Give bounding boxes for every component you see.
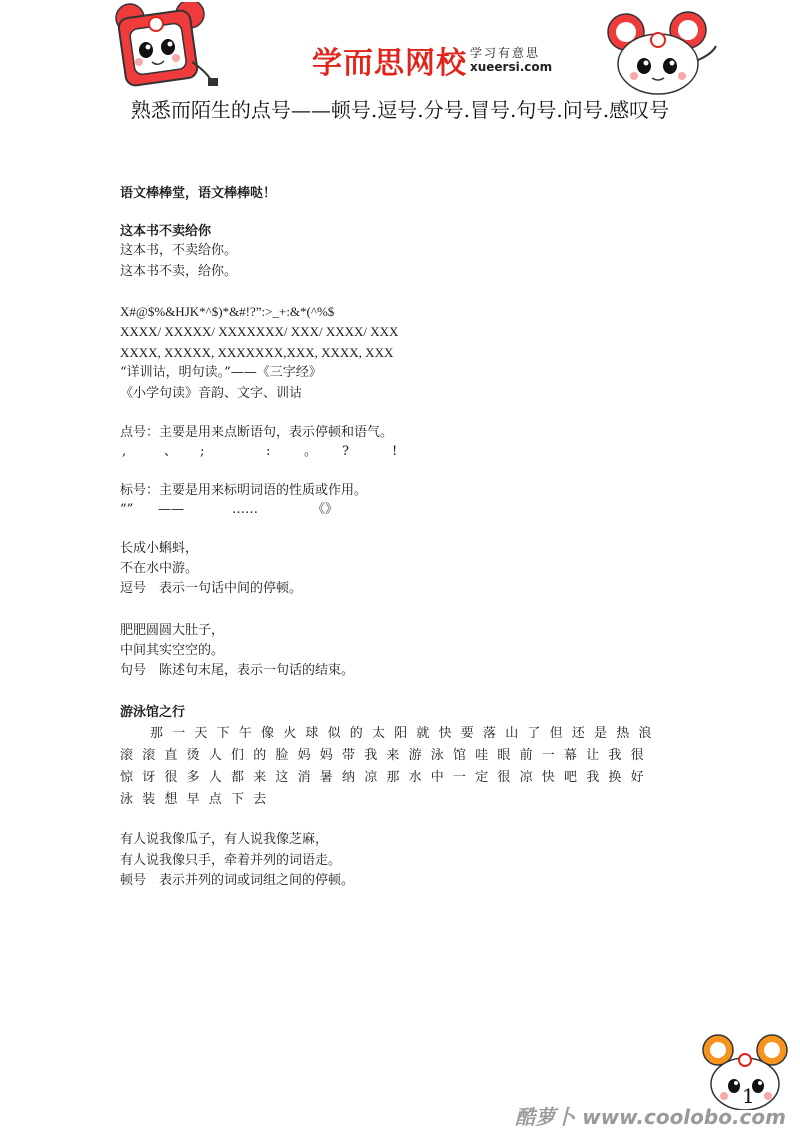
brand-url: xueersi.com <box>470 60 553 74</box>
mark-comma: , <box>122 444 127 459</box>
period-explanation: 句号 陈述句末尾，表示一句话的结束。 <box>120 663 355 678</box>
mark-dash: —— <box>158 502 184 517</box>
watermark: 酷萝卜 www.coolobo.com <box>515 1105 786 1129</box>
comma-row: XXXX, XXXXX, XXXXXXX,XXX, XXXX, XXX <box>120 345 394 360</box>
page-number: 1 <box>742 1084 755 1108</box>
mark-exclamation: ! <box>392 444 398 459</box>
garbled-symbols: X#@$%&HJK*^$)*&#!?”:>_+:&*(^%$ <box>120 304 335 319</box>
enum-poem-line-1: 有人说我像瓜子，有人说我像芝麻， <box>120 832 329 847</box>
comma-poem-line-1: 长成小蝌蚪， <box>120 541 199 556</box>
mark-semicolon: ; <box>200 444 205 459</box>
period-poem-line-1: 肥肥圆圆大肚子， <box>120 623 225 638</box>
comma-poem-line-2: 不在水中游。 <box>120 561 199 576</box>
mark-book-title: 《》 <box>312 502 339 517</box>
story-text: 那一天下午像火球似的太阳就快要落山了但还是热浪滚滚直烫人们的脸妈妈带我来游泳馆哇眼前一幕让我很惊讶很多人都来这消暑纳凉那水中一定很凉快吧我换好泳装想早点下去 <box>120 726 661 807</box>
mark-quotes: “” <box>120 502 134 517</box>
brand-name: 学而思网校 <box>312 46 467 81</box>
mark-colon: : <box>266 444 271 459</box>
mark-dunhao: 、 <box>164 444 178 459</box>
page-title: 熟悉而陌生的点号——顿号.逗号.分号.冒号.句号.问号.感叹号 <box>130 98 670 122</box>
enum-poem-line-2: 有人说我像只手，牵着并列的词语走。 <box>120 853 342 868</box>
mascot-right-logo <box>604 10 724 96</box>
book-line-2: 这本书不卖，给你。 <box>120 264 238 279</box>
story-heading: 游泳馆之行 <box>120 705 186 720</box>
comma-explanation: 逗号 表示一句话中间的停顿。 <box>120 581 303 596</box>
mark-ellipsis: …… <box>232 502 258 517</box>
mark-question: ? <box>342 444 349 459</box>
dianhao-marks <box>120 442 420 462</box>
mascot-left-logo <box>112 2 222 92</box>
enum-explanation: 顿号 表示并列的词或词组之间的停顿。 <box>120 873 355 888</box>
book-line-1: 这本书，不卖给你。 <box>120 243 238 258</box>
biaohao-marks <box>120 500 380 520</box>
dianhao-definition: 点号：主要是用来点断语句，表示停顿和语气。 <box>120 425 394 440</box>
biaohao-definition: 标号：主要是用来标明词语的性质或作用。 <box>120 483 368 498</box>
mark-period: 。 <box>304 444 318 459</box>
slash-row: XXXX/ XXXXX/ XXXXXXX/ XXX/ XXXX/ XXX <box>120 324 399 339</box>
period-poem-line-2: 中间其实空空的。 <box>120 643 225 658</box>
slogan: 语文棒棒堂，语文棒棒哒！ <box>120 186 277 201</box>
three-character-quote: “详训诂，明句读。”——《三字经》 <box>120 365 322 380</box>
brand-tagline: 学习有意思 <box>470 46 541 60</box>
sentence-reading-source: 《小学句读》音韵、文字、训诂 <box>120 386 303 401</box>
book-heading: 这本书不卖给你 <box>120 224 212 239</box>
